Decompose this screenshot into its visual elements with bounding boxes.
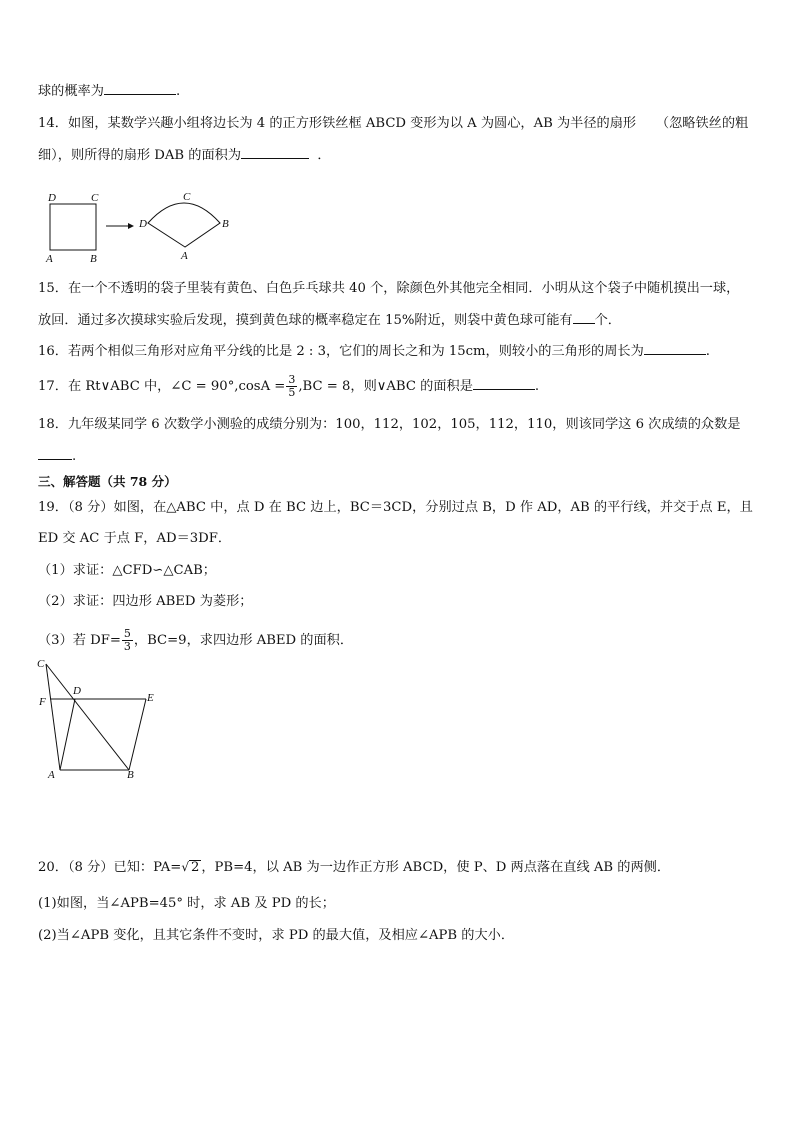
label-d: D <box>48 192 56 204</box>
section-heading: 三、解答题（共 78 分） <box>38 474 177 489</box>
q19-part3: （3）若 DF= $\frac{5}{3}$ ，BC=9，求四边形 ABED 的面积． <box>38 627 354 653</box>
q16: 16．若两个相似三角形对应角平分线的比是 2 : 3，它们的周长之和为 15cm，则较小的三角形的周长为 . <box>38 344 710 359</box>
seg-ad <box>60 699 75 770</box>
sector-label-a: A <box>181 250 188 262</box>
seg-eb <box>129 699 146 770</box>
seg-cb <box>46 664 129 770</box>
q18-line1: 18．九年级某同学 6 次数学小测验的成绩分别为：100，112，102，105，112，110，则该同学这 6 次成绩的众数是 <box>38 417 741 432</box>
q14-line2: 细），则所得的扇形 DAB 的面积为 ． <box>38 148 331 163</box>
q20-line1: 20．（8 分）已知：PA=√ 2 ，PB=4，以 AB 为一边作正方形 ABCD，使 P、D 两点落在直线 AB 的两侧． <box>38 860 671 875</box>
q18-line2: . <box>38 447 758 466</box>
q19-line2: ED 交 AC 于点 F，AD＝3DF． <box>38 531 232 546</box>
fig-label-e: E <box>147 692 154 704</box>
q14-line1: 14．如图，某数学兴趣小组将边长为 4 的正方形铁丝框 ABCD 变形为以 A 为圆心，AB 为半径的扇形 （忽略铁丝的粗 <box>38 116 749 131</box>
fig-label-c: C <box>37 658 45 670</box>
q19-line1: 19．（8 分）如图，在△ABC 中，点 D 在 BC 边上，BC＝3CD，分别过点 B，D 作 AD，AB 的平行线，并交于点 E，且 <box>38 500 753 515</box>
sector-shape <box>148 203 220 247</box>
q19-part2: （2）求证：四边形 ABED 为菱形； <box>38 594 253 609</box>
q15-line2: 放回．通过多次摸球实验后发现，摸到黄色球的概率稳定在 15%附近，则袋中黄色球可能有 个． <box>38 313 621 328</box>
sector-label-b: B <box>222 218 229 230</box>
sector-label-d: D <box>139 218 147 230</box>
q13-tail: 球的概率为 . <box>38 84 181 99</box>
fig-label-d: D <box>73 685 81 697</box>
q17: 17．在 Rt∨ABC 中，∠C = 90°,cosA = $\frac{3}{5}$ ,BC = 8，则∨ABC 的面积是 . <box>38 373 540 399</box>
fig-label-a: A <box>48 769 55 781</box>
arrow-head <box>128 223 134 229</box>
q20-radicand: 2 <box>190 860 200 875</box>
sector-label-c: C <box>183 191 191 203</box>
q20-part2: (2)当∠APB 变化，且其它条件不变时，求 PD 的最大值，及相应∠APB 的大小． <box>38 928 515 943</box>
label-a: A <box>46 253 53 265</box>
label-b: B <box>90 253 97 265</box>
q19-figure <box>30 652 170 782</box>
label-c: C <box>91 192 99 204</box>
q20-part1: (1)如图，当∠APB=45° 时，求 AB 及 PD 的长； <box>38 896 335 911</box>
fig-label-b: B <box>127 769 134 781</box>
fig-label-f: F <box>39 696 46 708</box>
q19-fraction: $\frac{5}{3}$ <box>123 627 131 653</box>
q17-fraction: $\frac{3}{5}$ <box>288 373 296 399</box>
square-shape <box>50 204 96 250</box>
q14-figure <box>38 188 248 268</box>
q15-line1: 15．在一个不透明的袋子里装有黄色、白色乒乓球共 40 个，除颜色外其他完全相同．小明从这个袋子中随机摸出一球， <box>38 281 740 296</box>
q19-part1: （1）求证：△CFD∽△CAB； <box>38 563 216 578</box>
